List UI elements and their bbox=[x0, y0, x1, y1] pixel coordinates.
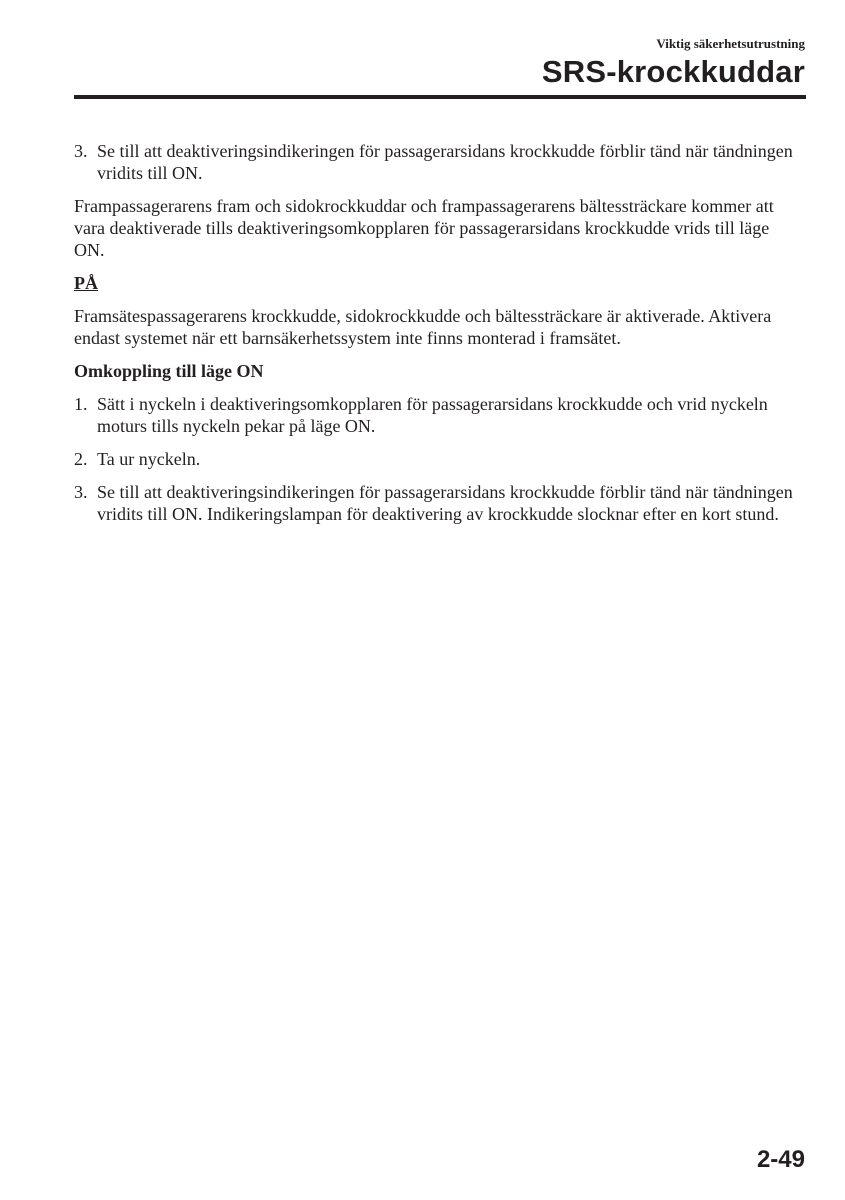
list-item-number: 2. bbox=[74, 449, 88, 469]
list-item bbox=[74, 393, 804, 437]
section-label: Viktig säkerhetsutrustning bbox=[656, 36, 805, 51]
list-item bbox=[74, 140, 804, 184]
list-item-text: Sätt i nyckeln i deaktiveringsomkopplaren för passagerarsidans krockkudde och vrid nyckeln moturs tills nyckeln pekar på läge ON. bbox=[97, 394, 768, 436]
list-item-text: Ta ur nyckeln. bbox=[97, 449, 201, 469]
header-divider bbox=[74, 95, 806, 99]
paragraph-deactivated-info: Frampassagerarens fram och sidokrockkuddar och frampassagerarens bältessträckare kommer att vara deaktiverade tills deaktiveringsomkopplaren för passagerarsidans krockkudde vrids till läge ON. bbox=[74, 196, 774, 260]
list-item-number: 3. bbox=[74, 482, 88, 502]
list-item-text: Se till att deaktiveringsindikeringen för passagerarsidans krockkudde förblir tänd när tändningen vridits till ON. Indikeringslampan för deaktivering av krockkudde slocknar efter en kort stund. bbox=[97, 482, 793, 524]
heading-on: PÅ bbox=[74, 273, 98, 293]
heading-switch-to-on: Omkoppling till läge ON bbox=[74, 361, 264, 381]
list-item bbox=[74, 481, 804, 525]
list-item-number: 1. bbox=[74, 394, 88, 414]
page-number: 2-49 bbox=[756, 1146, 805, 1173]
page-title: SRS-krockkuddar bbox=[541, 54, 805, 89]
list-item-text: Se till att deaktiveringsindikeringen för passagerarsidans krockkudde förblir tänd när tändningen vridits till ON. bbox=[97, 141, 793, 183]
page-content bbox=[74, 140, 804, 536]
list-item-number: 3. bbox=[74, 141, 88, 161]
list-item bbox=[74, 448, 804, 470]
paragraph-activated-info: Framsätespassagerarens krockkudde, sidokrockkudde och bältessträckare är aktiverade. Aktivera endast systemet när ett barnsäkerhetssystem inte finns monterad i framsätet. bbox=[74, 306, 772, 348]
